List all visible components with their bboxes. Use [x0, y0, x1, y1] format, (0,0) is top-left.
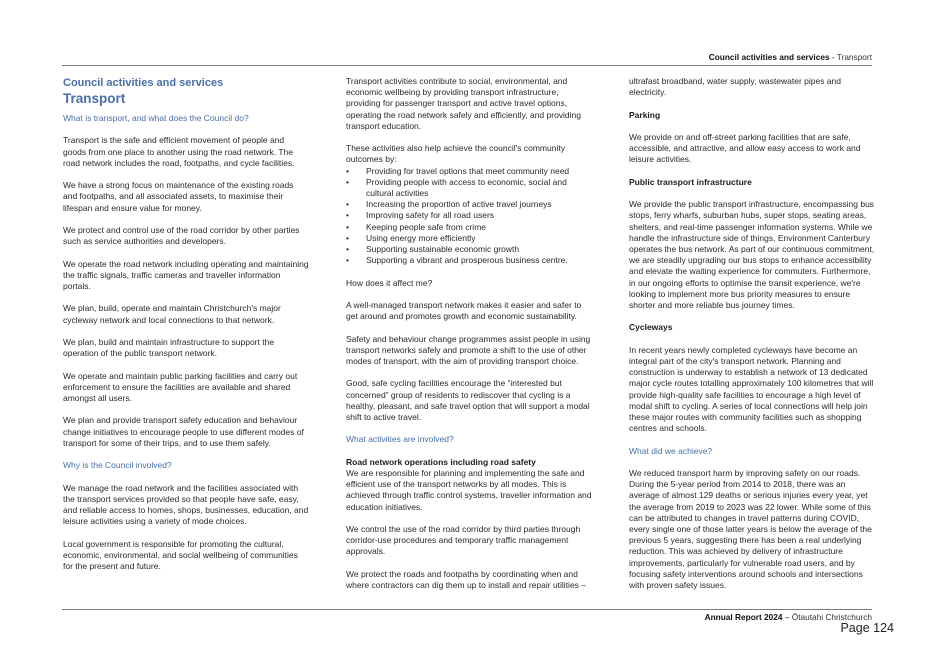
- footer-separator: –: [782, 612, 792, 622]
- page-number: Page 124: [840, 621, 894, 635]
- footer-report: Annual Report 2024: [704, 612, 783, 622]
- list-item: • Providing people with access to economic, social and cultural activities: [346, 177, 592, 199]
- paragraph: Safety and behaviour change programmes assist people in using transport networks safely and promote a shift to the use of other modes of transport, with the aim of providing transport choice.: [346, 333, 591, 367]
- question-what-achieved: What did we achieve?: [629, 445, 713, 456]
- footer-rule: [62, 609, 872, 610]
- paragraph: We control the use of the road corridor by third parties through corridor-use procedures and temporary traffic management approvals.: [346, 524, 581, 557]
- paragraph: We protect the roads and footpaths by coordinating when and where contractors can dig them up to install and repair utilities –: [346, 568, 587, 590]
- list-item: • Keeping people safe from crime: [346, 222, 592, 233]
- running-header: [0, 52, 872, 62]
- heading-public-transport-infrastructure: Public transport infrastructure: [629, 176, 752, 187]
- paragraph: ultrafast broadband, water supply, wastewater pipes and electricity.: [629, 76, 841, 98]
- heading-road-network-operations: Road network operations including road safety: [346, 456, 536, 467]
- column-1: [63, 76, 309, 583]
- paragraph: We plan, build, operate and maintain Christchurch's major cycleway network and local connections to that network.: [63, 303, 281, 325]
- paragraph: We have a strong focus on maintenance of the existing roads and footpaths, and all associated assets, to maximise their lifespan and ensure value for money.: [63, 180, 294, 213]
- paragraph: A well-managed transport network makes it easier and safer to get around and promotes growth and economic sustainability.: [346, 300, 582, 322]
- list-item: • Increasing the proportion of active travel journeys: [346, 199, 592, 210]
- column-2: [346, 76, 592, 602]
- section-kicker: Council activities and services: [63, 77, 224, 89]
- running-footer: [0, 612, 872, 622]
- column-3: [629, 76, 875, 602]
- community-outcomes-list: [346, 166, 592, 267]
- paragraph: We operate and maintain public parking facilities and carry out enforcement to ensure the facilities are available and shared amongst all users.: [63, 370, 298, 403]
- page-title: Transport: [63, 91, 126, 106]
- paragraph: We plan and provide transport safety education and behaviour change initiatives to encourage people to use different modes of transport for some of their trips, and to use them safely.: [63, 415, 304, 448]
- paragraph: We provide the public transport infrastructure, encompassing bus stops, ferry wharfs, suburban hubs, super stops, seating areas, shelters, and real-time passenger information systems. While we handle the infrastructure side of things, Environment Canterbury operates the bus network. As part of our continuous commitment, we are steadily upgrading our bus stops to enhance accessibility and elevate the waiting experience for commuters. Furthermore, in our ongoing efforts to optimise the transit experience, we're looking to implement more bus priority measures to ensure shorter and more reliable bus journey times.: [629, 199, 875, 310]
- footer-city: Ōtautahi Christchurch: [791, 612, 872, 622]
- question-how-affect-me: How does it affect me?: [346, 277, 433, 288]
- list-item: • Providing for travel options that meet community need: [346, 166, 592, 177]
- paragraph: We plan, build and maintain infrastructure to support the operation of the public transport network.: [63, 336, 275, 359]
- paragraph: Good, safe cycling facilities encourage the “interested but concerned” group of residents to rediscover that cycling is a healthy, pleasant, and safe travel option that will support a modal shift to active travel.: [346, 378, 590, 423]
- heading-cycleways: Cycleways: [629, 322, 673, 333]
- paragraph: In recent years newly completed cycleways have become an integral part of the city's transport network. Planning and construction is underway to establish a network of 13 dedicated major cycle routes totalling approximately 100 kilometres that will provide high-quality safe facilities to encourage a high level of modal shift to cycling. A series of local connections will help join these major routes with community facilities such as shopping centres and schools.: [629, 344, 874, 434]
- question-activities-involved: What activities are involved?: [346, 434, 454, 445]
- paragraph: These activities also help achieve the council's community outcomes by:: [346, 143, 565, 165]
- paragraph: We protect and control use of the road corridor by other parties such as service authorities and developers.: [63, 224, 300, 247]
- paragraph: We provide on and off-street parking facilities that are safe, accessible, and attractive, and allow easy access to work and leisure activities.: [629, 131, 861, 165]
- heading-parking: Parking: [629, 109, 661, 120]
- paragraph: We reduced transport harm by improving safety on our roads. During the 5-year period from 2014 to 2018, there was an average of almost 129 deaths or serious injuries every year, yet the average from 2019 to 2023 was 22 lower. While some of this can be attributed to changes in travel patterns during COVID, every single one of those latter years is below the average of the previous 5 years, suggesting there has been a real underlying reduction. This was achieved by delivery of infrastructure improvements, particularly for vulnerable road users, and by focusing safety interventions around schools and intersections with proven safety issues.: [629, 467, 872, 591]
- question-why-involved: Why is the Council involved?: [63, 460, 172, 471]
- list-item: • Using energy more efficiently: [346, 233, 592, 244]
- list-item: • Supporting sustainable economic growth: [346, 244, 592, 255]
- paragraph: Transport is the safe and efficient movement of people and goods from one place to another using the road network. The road network includes the road, footpaths, and cycle facilities.: [63, 135, 295, 168]
- list-item: • Improving safety for all road users: [346, 210, 592, 221]
- paragraph: Local government is responsible for promoting the cultural, economic, environmental, and social wellbeing of communities for the present and future.: [63, 538, 298, 571]
- header-section: Council activities and services: [708, 52, 830, 62]
- question-what-is-transport: What is transport, and what does the Council do?: [63, 113, 249, 123]
- header-rule: [62, 65, 872, 66]
- list-item: • Supporting a vibrant and prosperous business centre.: [346, 255, 592, 266]
- paragraph: We are responsible for planning and implementing the safe and efficient use of the transport networks by all modes. This is achieved through traffic control systems, traveller information and education initiatives.: [346, 468, 592, 512]
- paragraph: Transport activities contribute to social, environmental, and economic wellbeing by providing transport infrastructure, providing for passenger transport and active travel options, operating the road network safely and efficiently, and providing transport education.: [346, 76, 581, 131]
- header-separator: -: [829, 52, 837, 62]
- paragraph: We manage the road network and the facilities associated with the transport services provided so that people have safe, easy, and reliable access to homes, shops, businesses, education, and leisure activities using a variety of mode choices.: [63, 482, 309, 527]
- header-topic: Transport: [836, 52, 872, 62]
- paragraph: We operate the road network including operating and maintaining the traffic signals, traffic cameras and traveller information portals.: [63, 258, 309, 291]
